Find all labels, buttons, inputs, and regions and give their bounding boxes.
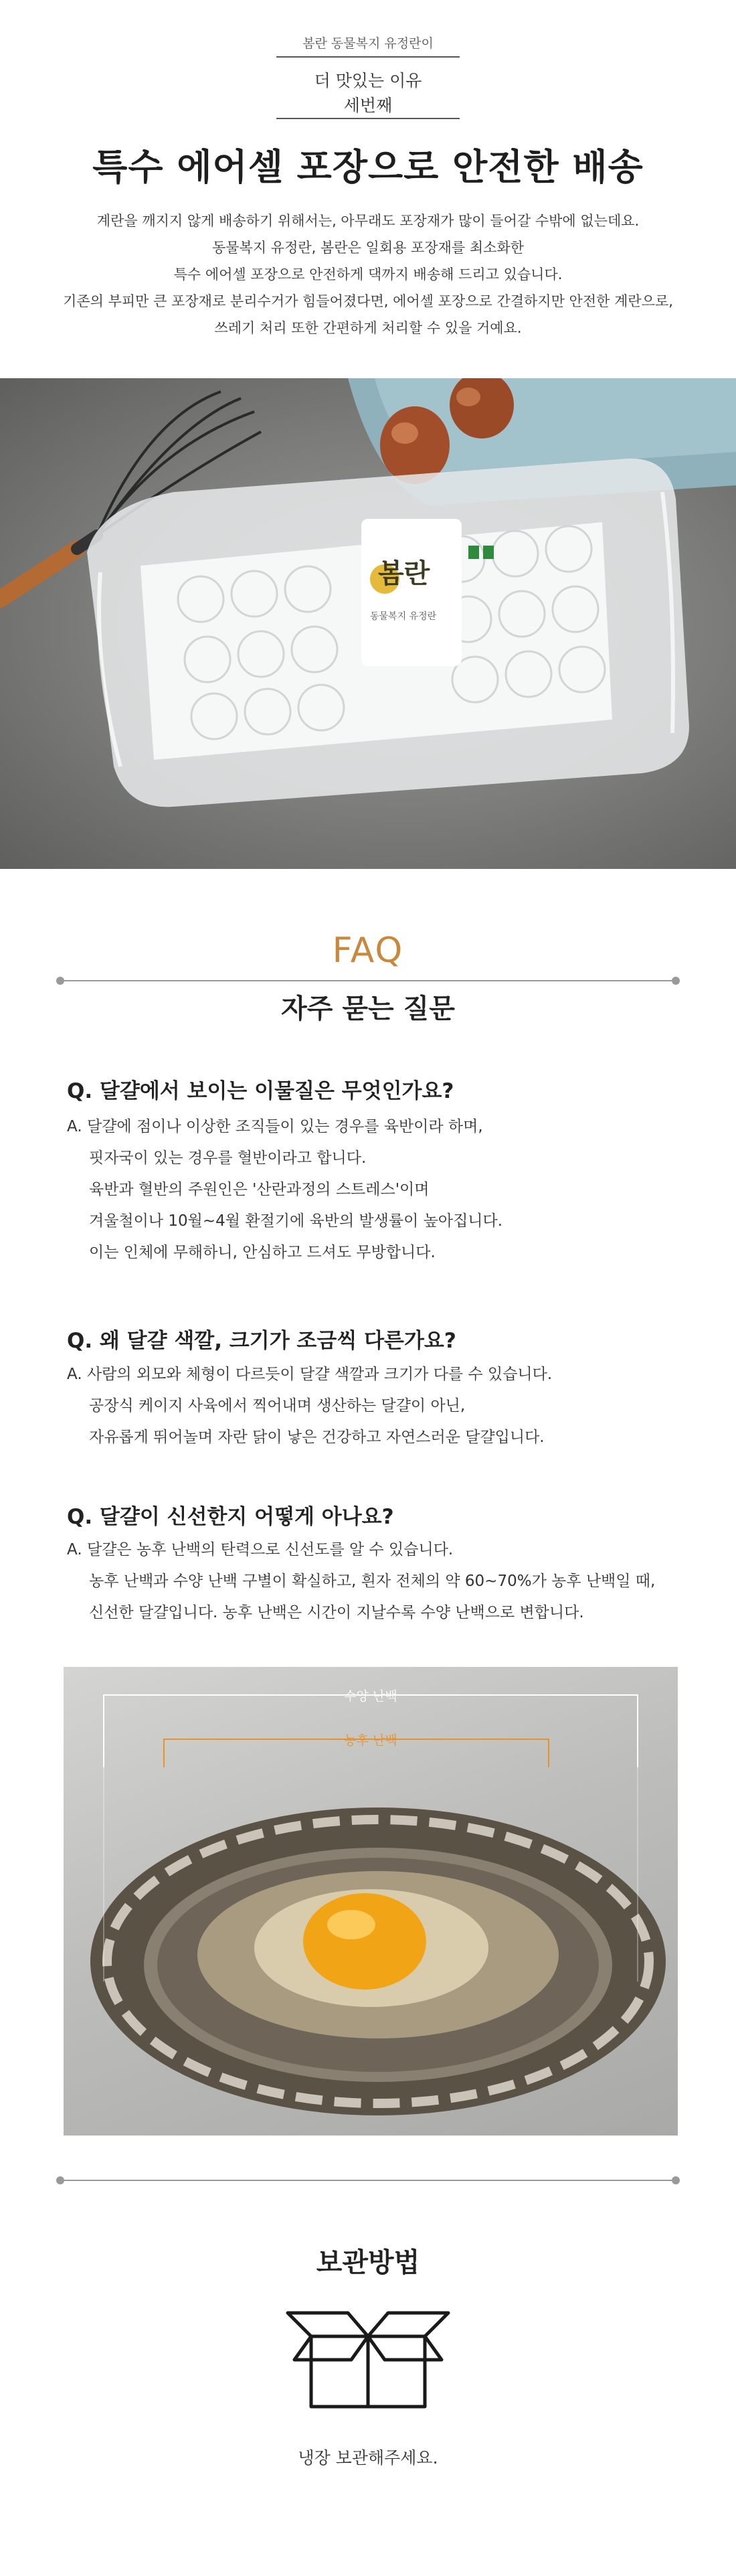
- box-icon: [284, 2296, 452, 2417]
- faq-question: Q. 왜 달걀 색깔, 크기가 조금씩 다른가요?: [67, 1329, 456, 1353]
- thick-white-label: 농후 난백: [344, 1733, 397, 1748]
- divider-dot: [56, 977, 64, 985]
- faq-title: FAQ: [332, 931, 404, 971]
- answer-line: A. 달걀은 농후 난백의 탄력으로 신선도를 알 수 있습니다.: [67, 1541, 454, 1558]
- storage-note: 냉장 보관해주세요.: [298, 2448, 438, 2468]
- packaging-section: [0, 0, 736, 378]
- caption-rule-bottom: [276, 118, 460, 119]
- reason-heading: 더 맛있는 이유: [314, 71, 422, 90]
- reason-number: 세번째: [343, 96, 393, 115]
- storage-divider: [60, 2180, 676, 2181]
- desc-line: 기존의 부피만 큰 포장재로 분리수거가 힘들어졌다면, 에어셀 포장으로 간결하지만 안전한 계란으로,: [63, 293, 673, 309]
- answer-line: A. 사람의 외모와 체형이 다르듯이 달걀 색깔과 크기가 다를 수 있습니다.: [67, 1366, 553, 1383]
- brown-egg: [380, 406, 450, 484]
- air-cell-package-photo: [0, 378, 736, 869]
- divider-dot: [56, 2176, 64, 2184]
- packaging-description: [0, 208, 736, 341]
- desc-line: 계란을 깨지지 않게 배송하기 위해서는, 아무래도 포장재가 많이 들어갈 수밖에 없는데요.: [96, 213, 640, 229]
- egg-highlight: [391, 422, 418, 444]
- page-title: 특수 에어셀 포장으로 안전한 배송: [92, 146, 644, 188]
- watery-white-label: 수양 난백: [344, 1689, 397, 1704]
- faq-answer: [67, 1534, 682, 1629]
- faq-divider: [60, 980, 676, 981]
- faq-question: Q. 달걀에서 보이는 이물질은 무엇인가요?: [67, 1079, 454, 1103]
- faq-question: Q. 달걀이 신선한지 어떻게 아나요?: [67, 1505, 394, 1529]
- package-illustration: [0, 378, 736, 869]
- answer-line: 이는 인체에 무해하니, 안심하고 드셔도 무방합니다.: [89, 1244, 436, 1261]
- yolk-highlight: [327, 1910, 375, 1939]
- carton-caption-text: 동물복지 유정란: [370, 611, 437, 622]
- desc-line: 쓰레기 처리 또한 간편하게 처리할 수 있을 거예요.: [214, 320, 522, 336]
- fried-egg-photo: [64, 1667, 678, 2136]
- answer-line: 공장식 케이지 사육에서 찍어내며 생산하는 달걀이 아닌,: [89, 1397, 466, 1415]
- egg-highlight: [456, 388, 480, 406]
- answer-line: 자유롭게 뛰어놀며 자란 닭이 낳은 건강하고 자연스러운 달걀입니다.: [89, 1429, 545, 1446]
- divider-dot: [672, 2176, 680, 2184]
- answer-line: 핏자국이 있는 경우를 혈반이라고 합니다.: [89, 1149, 367, 1167]
- desc-line: 특수 에어셀 포장으로 안전하게 댁까지 배송해 드리고 있습니다.: [173, 266, 563, 283]
- caption-rule-top: [276, 56, 460, 58]
- answer-line: 육반과 혈반의 주원인은 '산란과정의 스트레스'이며: [89, 1181, 430, 1198]
- faq-answer: [67, 1359, 682, 1453]
- answer-line: 겨울철이나 10월~4월 환절기에 육반의 발생률이 높아집니다.: [89, 1212, 503, 1230]
- answer-line: A. 달걀에 점이나 이상한 조직들이 있는 경우를 육반이라 하며,: [67, 1118, 483, 1135]
- answer-line: 농후 난백과 수양 난백 구별이 확실하고, 흰자 전체의 약 60~70%가 농후 난백일 때,: [89, 1573, 656, 1590]
- faq-subtitle: 자주 묻는 질문: [281, 993, 455, 1024]
- desc-line: 동물복지 유정란, 봄란은 일회용 포장재를 최소화한: [211, 240, 525, 256]
- carton-logo-text: 봄란: [378, 558, 430, 589]
- faq-answer: [67, 1111, 682, 1269]
- brand-caption: 봄란 동물복지 유정란이: [302, 36, 434, 51]
- storage-title: 보관방법: [316, 2247, 420, 2278]
- answer-line: 신선한 달걀입니다. 농후 난백은 시간이 지날수록 수양 난백으로 변합니다.: [89, 1604, 584, 1621]
- egg-yolk: [303, 1893, 426, 1990]
- divider-dot: [672, 977, 680, 985]
